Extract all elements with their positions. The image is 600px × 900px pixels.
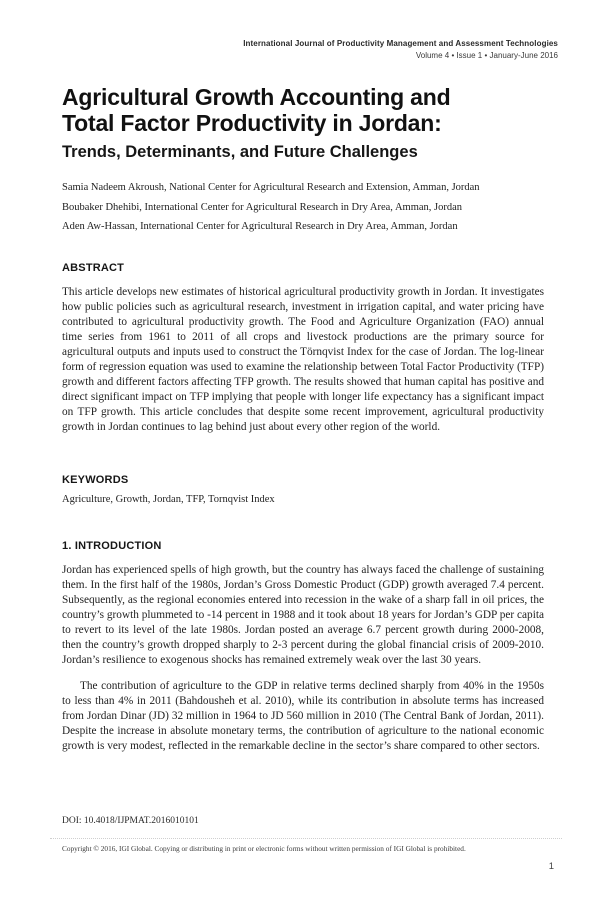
keywords-text: Agriculture, Growth, Jordan, TFP, Tornqvist Index: [62, 494, 275, 505]
abstract-heading: ABSTRACT: [62, 262, 125, 274]
author-line-3: Aden Aw-Hassan, International Center for Agricultural Research in Dry Area, Amman, Jordan: [62, 221, 458, 232]
footer-divider: [50, 838, 562, 839]
copyright-notice: Copyright © 2016, IGI Global. Copying or distributing in print or electronic forms without written permission of IGI Global is prohibited.: [62, 844, 466, 853]
author-line-2: Boubaker Dhehibi, International Center for Agricultural Research in Dry Area, Amman, Jordan: [62, 201, 463, 213]
introduction-paragraph-2: The contribution of agriculture to the GDP in relative terms declined sharply from 40% in the 1950s to less than 4% in 2011 (Bahdousheh et al. 2010), while its contribution in absolute terms has increased from Jordan Dinar (JD) 32 million in 1964 to JD 560 million in 2010 (The Central Bank of Jordan, 2011). Despite the increase in absolute monetary terms, the contribution of agriculture to the national economic growth is very modest, reflected in the remarkable decline in the sector’s share compared to other sectors.: [62, 680, 544, 753]
abstract-section: [62, 262, 544, 446]
article-title: [62, 84, 558, 136]
journal-header: [62, 39, 558, 61]
author-line-1: Samia Nadeem Akroush, National Center for Agricultural Research and Extension, Amman, Jordan: [62, 182, 480, 193]
page-number: 1: [548, 861, 554, 872]
introduction-section: [62, 540, 544, 766]
introduction-paragraph-1: Jordan has experienced spells of high growth, but the country has always faced the challenge of sustaining them. In the first half of the 1980s, Jordan’s Gross Domestic Product (GDP) growth averaged 7.4 percent. Subsequently, as the regional economies entered into recession in the wake of a sharp fall in oil prices, the country’s growth plummeted to -14 percent in 1988 and it took about 18 years for Jordan’s GDP per capita to revert to its level of the late 1980s. Jordan posted an average 6.7 percent growth during 2000-2008, then the country’s growth dropped sharply to 2-3 percent during the global financial crisis of 2009-2010. Jordan’s resilience to exogenous shocks has remained extremely weak over the last 30 years.: [62, 564, 544, 666]
author-list: [62, 178, 558, 237]
article-subtitle: Trends, Determinants, and Future Challenges: [62, 143, 418, 161]
keywords-section: [62, 474, 544, 507]
journal-issue-info: Volume 4 • Issue 1 • January-June 2016: [415, 51, 558, 60]
article-title-line2: Total Factor Productivity in Jordan:: [62, 110, 442, 136]
doi-line: DOI: 10.4018/IJPMAT.2016010101: [62, 816, 199, 826]
introduction-heading: 1. INTRODUCTION: [62, 540, 162, 552]
journal-name: International Journal of Productivity Management and Assessment Technologies: [243, 39, 558, 48]
keywords-heading: KEYWORDS: [62, 474, 129, 486]
abstract-text: This article develops new estimates of historical agricultural productivity growth in Jordan. It investigates how public policies such as agricultural research, investment in irrigation capital, and water pricing have contributed to agricultural productivity growth. The Food and Agriculture Organization (FAO) annual time series from 1961 to 2011 of all crops and livestock productions are the primary source for agricultural outputs and inputs used to construct the Törnqvist Index for the case of Jordan. The log-linear form of regression equation was used to examine the relationship between Total Factor Productivity (TFP) growth and different factors affecting TFP growth. The results showed that human capital has positive and direct significant impact on TFP implying that people with longer life expectancy has a significant impact on TFP growth. This article concludes that despite some recent improvement, agricultural productivity growth in Jordan continues to lag behind just about every other region of the world.: [62, 286, 544, 433]
title-block: [62, 84, 558, 162]
article-title-line1: Agricultural Growth Accounting and: [62, 84, 451, 110]
